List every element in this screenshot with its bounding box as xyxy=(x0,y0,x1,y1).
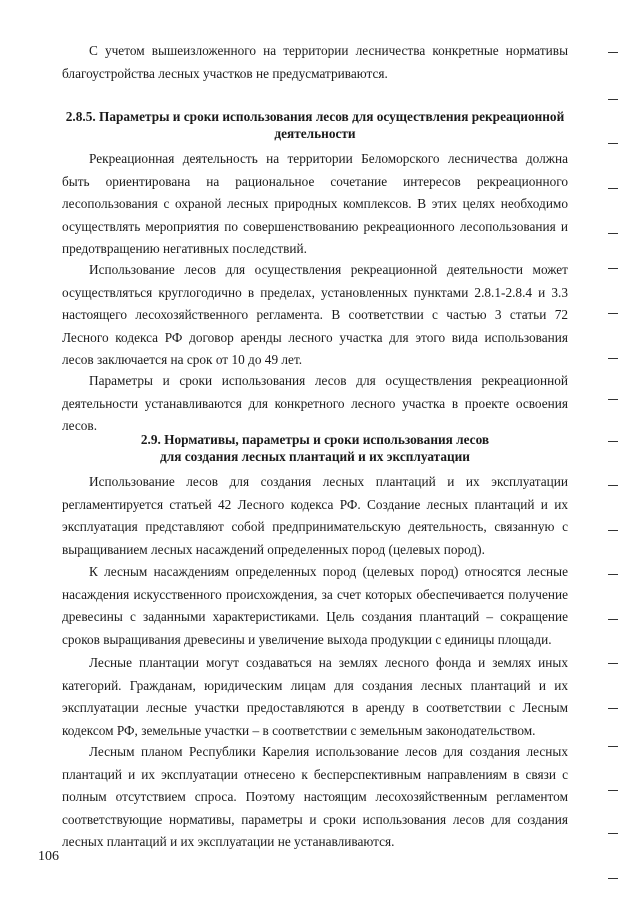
paragraph-recreation-terms: Использование лесов для осуществления рекреационной деятельности может осуществляться круглогодично в пределах, установленных пунктами 2.8.1-2.8.4 и 3.3 настоящего лесохозяйственного регламента. В соответствии с частью 3 статьи 72 Лесного кодекса РФ договор аренды лесного участка для этого вида использования лесов заключается на срок от 10 до 49 лет. xyxy=(62,262,568,367)
margin-tick xyxy=(608,790,618,791)
margin-tick xyxy=(608,441,618,442)
paragraph-plantations-regulation: Использование лесов для создания лесных плантаций и их эксплуатации регламентируется статьей 42 Лесного кодекса РФ. Создание лесных плантаций и их эксплуатация представляют собой предпринимательскую деятельность, связанную с выращиванием лесных насаждений определенных пород (целевых пород). xyxy=(62,474,568,557)
paragraph-karelia-plan: Лесным планом Республики Карелия использование лесов для создания лесных плантаций и их эксплуатации отнесено к бесперспективным направлениям в связи с полным отсутствием спроса. Поэтому настоящим лесохозяйственным регламентом соответствующие нормативы, параметры и сроки использования лесов для создания лесных плантаций и их эксплуатации не устанавливаются. xyxy=(62,744,568,849)
section-heading-2-9-line2: для создания лесных плантаций и их эксплуатации xyxy=(160,449,470,464)
margin-tick xyxy=(608,746,618,747)
margin-tick xyxy=(608,399,618,400)
paragraph-plantation-lands: Лесные плантации могут создаваться на землях лесного фонда и землях иных категорий. Гражданам, юридическим лицам для создания лесных плантаций и их эксплуатации лесные участки предоставляются в аренду в соответствии с Лесным кодексом РФ, земельные участки – в соответствии с земельным законодательством. xyxy=(62,655,568,738)
margin-tick xyxy=(608,663,618,664)
margin-tick xyxy=(608,619,618,620)
section-heading-2-8-5: 2.8.5. Параметры и сроки использования лесов для осуществления рекреационной деятельности xyxy=(65,109,565,141)
paragraph-target-species: К лесным насаждениям определенных пород (целевых пород) относятся лесные насаждения искусственного происхождения, за счет которых обеспечивается получение древесины с заданными характеристиками. Цель создания плантаций – сокращение сроков выращивания древесины и увеличение выхода продукции с единицы площади. xyxy=(62,564,568,647)
margin-tick xyxy=(608,313,618,314)
margin-tick xyxy=(608,358,618,359)
margin-tick xyxy=(608,52,618,53)
margin-tick xyxy=(608,574,618,575)
paragraph-intro: С учетом вышеизложенного на территории лесничества конкретные нормативы благоустройства лесных участков не предусматриваются. xyxy=(62,43,568,81)
paragraph-recreation-orientation: Рекреационная деятельность на территории Беломорского лесничества должна быть ориентирована на рациональное сочетание интересов рекреационного лесопользования с охраной лесных природных комплексов. В этих целях необходимо осуществлять мероприятия по совершенствованию рекреационного лесопользования и предотвращению негативных последствий. xyxy=(62,151,568,256)
margin-tick xyxy=(608,99,618,100)
paragraph-recreation-parameters: Параметры и сроки использования лесов для осуществления рекреационной деятельности устанавливаются для конкретного лесного участка в проекте освоения лесов. xyxy=(62,373,568,433)
margin-tick xyxy=(608,708,618,709)
margin-tick xyxy=(608,485,618,486)
section-heading-2-9-line1: 2.9. Нормативы, параметры и сроки использования лесов xyxy=(140,432,490,447)
margin-tick xyxy=(608,878,618,879)
margin-tick xyxy=(608,143,618,144)
margin-tick-marks xyxy=(608,0,622,905)
page-number: 106 xyxy=(38,849,59,864)
margin-tick xyxy=(608,268,618,269)
margin-tick xyxy=(608,833,618,834)
margin-tick xyxy=(608,233,618,234)
margin-tick xyxy=(608,188,618,189)
margin-tick xyxy=(608,530,618,531)
